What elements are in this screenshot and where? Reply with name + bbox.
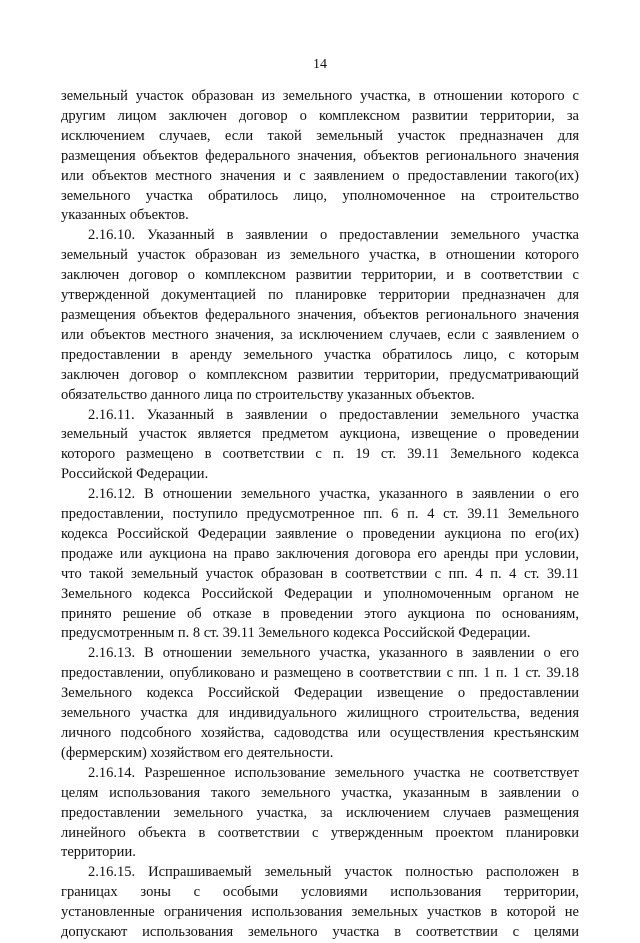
text-line: (фермерским) хозяйством его деятельности. (61, 744, 334, 761)
text-line: личного подсобного хозяйства, садоводства или осуществления крестьянским (61, 725, 579, 741)
text-line: земельный участок является предметом аукциона, извещение о проведении (61, 426, 579, 443)
text-line: допускают использования земельного участка в соответствии с целями (61, 924, 579, 941)
text-line: Российской Федерации. (61, 466, 209, 483)
text-line: границах зоны с особыми условиями использования территории, (61, 884, 579, 901)
text-line: линейного объекта в соответствии с утвержденным проектом планировки (61, 824, 579, 841)
text-line: размещения объектов федерального значения, объектов регионального значения (61, 306, 579, 323)
text-line: предусмотренным п. 8 ст. 39.11 Земельного кодекса Российской Федерации. (61, 625, 531, 642)
paragraph-p-2-16-11 (61, 406, 579, 486)
paragraph-p-2-16-13 (61, 644, 579, 763)
text-line: Земельного кодекса Российской Федерации извещение о предоставлении (61, 685, 579, 702)
text-line: принято решение об отказе в проведении этого аукциона по основаниям, (61, 605, 579, 622)
text-line: заключен договор о комплексном развитии территории, предусматривающий (61, 366, 579, 383)
text-line: 2.16.15. Испрашиваемый земельный участок полностью расположен в (88, 864, 579, 881)
text-line: 2.16.10. Указанный в заявлении о предоставлении земельного участка (88, 227, 579, 244)
text-line: 2.16.14. Разрешенное использование земельного участка не соответствует (88, 764, 579, 781)
text-line: 2.16.13. В отношении земельного участка, указанного в заявлении о его (88, 645, 579, 662)
text-line: указанных объектов. (61, 207, 189, 224)
paragraph-p-2-16-14 (61, 764, 579, 864)
text-line: Земельного кодекса Российской Федерации и уполномоченным органом не (61, 585, 579, 602)
text-line: установленные ограничения использования земельных участков в которой не (61, 904, 579, 921)
paragraph-p-cont (61, 87, 579, 226)
text-line: которого размещено в соответствии с п. 19 ст. 39.11 Земельного кодекса (61, 446, 579, 463)
text-line: земельный участок образован из земельного участка, в отношении которого с (61, 88, 579, 104)
text-line: что такой земельный участок образован в соответствии с пп. 4 п. 4 ст. 39.11 (61, 565, 579, 582)
text-line: предоставлении земельного участка, за исключением случаев размещения (61, 804, 579, 821)
text-line: территории. (61, 844, 136, 861)
text-line: или объектов местного значения, за исключением случаев, если с заявлением о (61, 326, 579, 343)
page-number: 14 (313, 57, 327, 72)
text-line: другим лицом заключен договор о комплексном развитии территории, за (61, 107, 579, 124)
paragraph-p-2-16-10 (61, 226, 579, 405)
text-line: целям использования такого земельного участка, указанным в заявлении о (61, 784, 579, 801)
paragraph-p-2-16-12 (61, 485, 579, 644)
text-line: заключен договор о комплексном развитии территории, и в соответствии с (61, 267, 579, 284)
text-line: размещения объектов федерального значения, объектов регионального значения (61, 147, 579, 164)
text-line: земельный участок образован из земельного участка, в отношении которого (61, 247, 579, 264)
text-line: кодекса Российской Федерации заявление о проведении аукциона по его(их) (61, 525, 579, 542)
text-line: земельного участка для индивидуального жилищного строительства, ведения (61, 705, 579, 722)
text-line: 2.16.12. В отношении земельного участка, указанного в заявлении о его (88, 486, 579, 503)
text-line: продаже или аукциона на право заключения договора его аренды при условии, (61, 545, 579, 562)
document-body (61, 87, 579, 943)
text-line: обязательство данного лица по строительству указанных объектов. (61, 386, 475, 403)
text-line: 2.16.11. Указанный в заявлении о предоставлении земельного участка (88, 406, 579, 423)
text-line: земельного участка обратилось лицо, уполномоченное на строительство (61, 187, 579, 204)
text-line: утвержденной документацией по планировке территории предназначен для (61, 287, 579, 304)
text-line: предоставлении в аренду земельного участка обратилось лицо, с которым (61, 346, 579, 363)
text-line: исключением случаев, если такой земельный участок предназначен для (61, 127, 579, 144)
text-line: предоставлении, опубликовано и размещено в соответствии с пп. 1 п. 1 ст. 39.18 (61, 665, 579, 682)
text-line: предоставлении, поступило предусмотренное пп. 6 п. 4 ст. 39.11 Земельного (61, 506, 579, 523)
text-line: или объектов местного значения и с заявлением о предоставлении такого(их) (61, 167, 579, 184)
paragraph-p-2-16-15 (61, 863, 579, 943)
